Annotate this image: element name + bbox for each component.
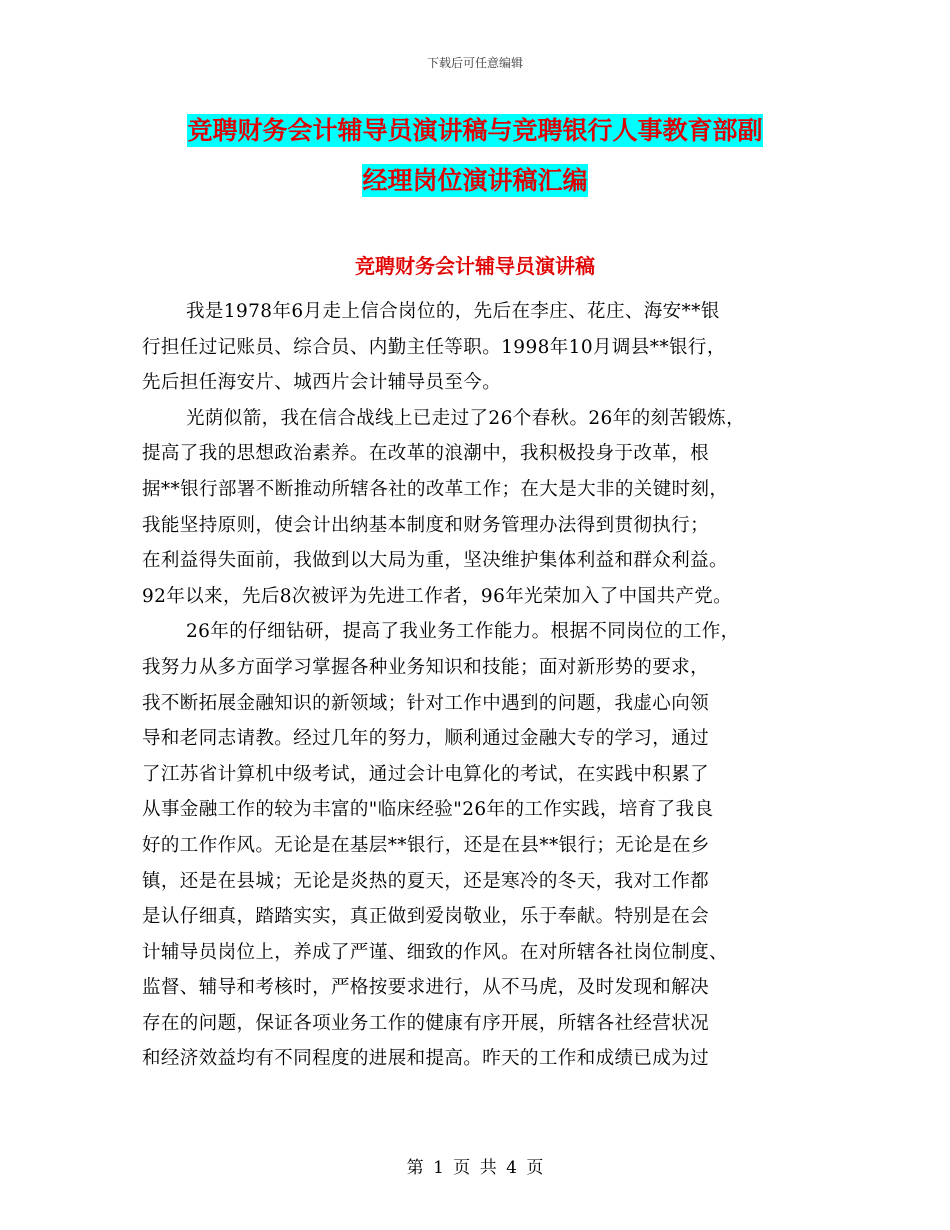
paragraph-line: 我是1978年6月走上信合岗位的，先后在李庄、花庄、海安**银: [186, 301, 720, 322]
paragraph-line: 监督、辅导和考核时，严格按要求进行，从不马虎，及时发现和解决: [142, 977, 710, 999]
paragraph-line: 我不断拓展金融知识的新领域；针对工作中遇到的问题，我虚心向领: [142, 692, 710, 714]
paragraph-line: 光荫似箭，我在信合战线上已走过了26个春秋。26年的刻苦锻炼，: [186, 407, 745, 429]
paragraph-line: 提高了我的思想政治素养。在改革的浪潮中，我积极投身于改革，根: [142, 443, 710, 465]
paragraph-line: 行担任过记账员、综合员、内勤主任等职。1998年10月调县**银行，: [142, 336, 726, 358]
paragraph-line: 我努力从多方面学习掌握各种业务知识和技能；面对新形势的要求，: [142, 656, 710, 678]
page-footer: 第 1 页 共 4 页: [406, 1158, 544, 1178]
paragraph-line: 和经济效益均有不同程度的进展和提高。昨天的工作和成绩已成为过: [142, 1048, 710, 1070]
main-title-line-2: 经理岗位演讲稿汇编: [362, 166, 588, 195]
paragraph-line: 26年的仔细钻研，提高了我业务工作能力。根据不同岗位的工作，: [186, 621, 740, 643]
paragraph-line: 在利益得失面前，我做到以大局为重，坚决维护集体利益和群众利益。: [142, 550, 728, 572]
paragraph-line: 92年以来，先后8次被评为先进工作者，96年光荣加入了中国共产党。: [142, 585, 733, 607]
paragraph-line: 据**银行部署不断推动所辖各社的改革工作；在大是大非的关键时刻，: [142, 478, 729, 500]
main-title: [150, 106, 800, 206]
paragraph-line: 是认仔细真，踏踏实实，真正做到爱岗敬业，乐于奉献。特别是在会: [142, 906, 710, 928]
paragraph-line: 存在的问题，保证各项业务工作的健康有序开展，所辖各社经营状况: [142, 1012, 710, 1034]
paragraph-line: 了江苏省计算机中级考试，通过会计电算化的考试，在实践中积累了: [142, 763, 710, 785]
body-text: [142, 294, 822, 1077]
paragraph-line: 计辅导员岗位上，养成了严谨、细致的作风。在对所辖各社岗位制度、: [142, 941, 728, 963]
header-note: 下载后可任意编辑: [426, 56, 523, 70]
paragraph-line: 我能坚持原则，使会计出纳基本制度和财务管理办法得到贯彻执行；: [142, 514, 710, 536]
paragraph-line: 从事金融工作的较为丰富的"临床经验"26年的工作实践，培育了我良: [142, 799, 714, 821]
paragraph-line: 先后担任海安片、城西片会计辅导员至今。: [142, 372, 502, 394]
paragraph-line: 好的工作作风。无论是在基层**银行，还是在县**银行；无论是在乡: [142, 834, 710, 856]
section-title: 竞聘财务会计辅导员演讲稿: [355, 254, 595, 278]
main-title-line-1: 竞聘财务会计辅导员演讲稿与竞聘银行人事教育部副: [187, 116, 763, 145]
paragraph-line: 导和老同志请教。经过几年的努力，顺利通过金融大专的学习，通过: [142, 728, 710, 750]
paragraph-line: 镇，还是在县城；无论是炎热的夏天，还是寒冷的冬天，我对工作都: [142, 870, 710, 892]
